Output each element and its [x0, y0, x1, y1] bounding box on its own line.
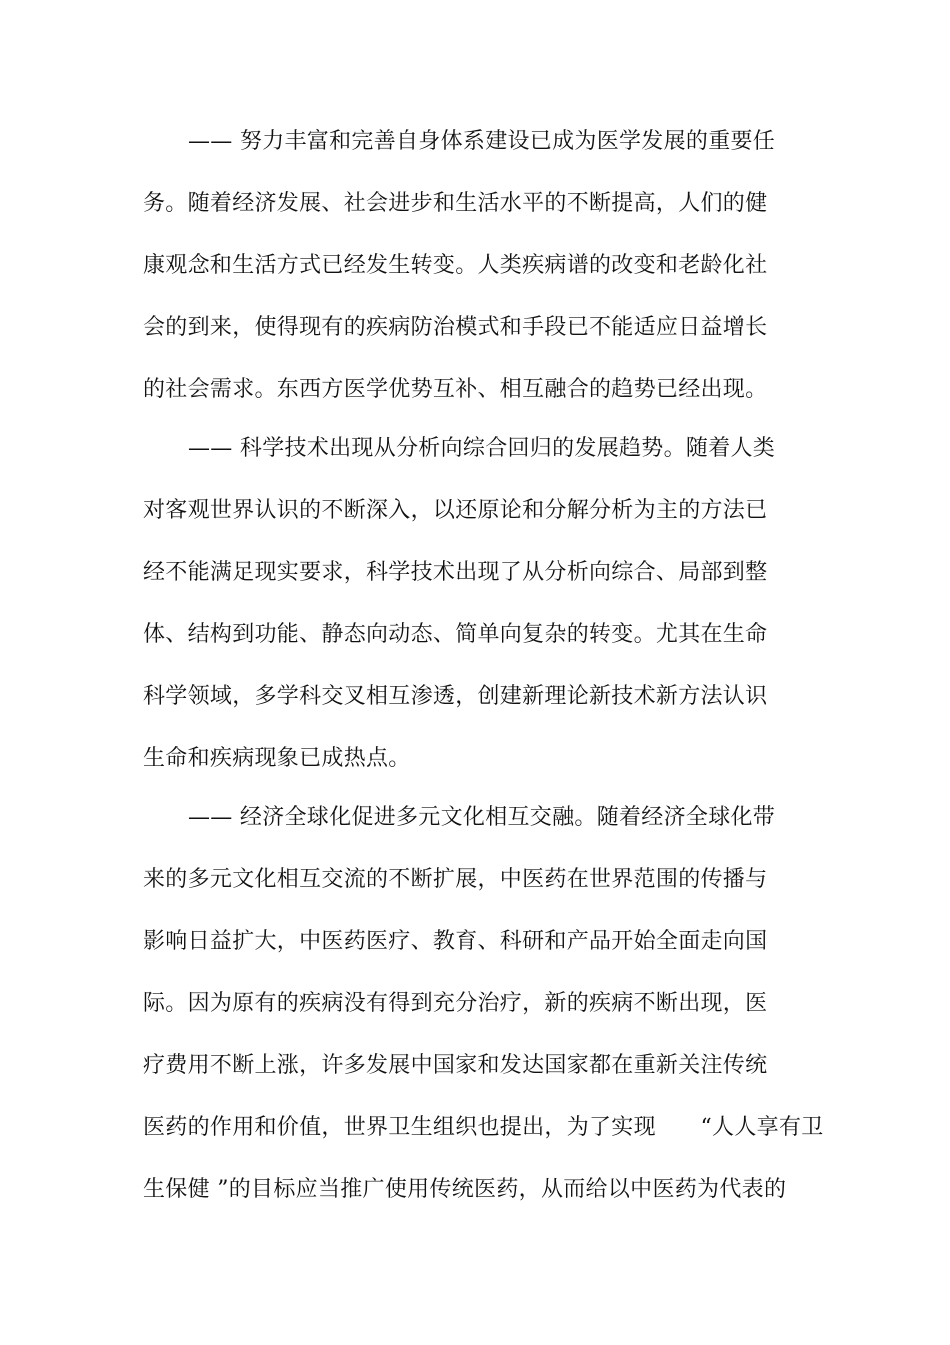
text-line: 会的到来，使得现有的疾病防治模式和手段已不能适应日益增长 — [143, 315, 768, 340]
text-line: 体、结构到功能、静态向动态、简单向复杂的转变。尤其在生命 — [143, 622, 768, 647]
text-line: 际。因为原有的疾病没有得到充分治疗，新的疾病不断出现，医 — [143, 991, 768, 1016]
text-line: 影响日益扩大，中医药医疗、教育、科研和产品开始全面走向国 — [143, 929, 768, 954]
text-line: 生命和疾病现象已成热点。 — [143, 746, 411, 771]
text-line: 科学领域，多学科交叉相互渗透，创建新理论新技术新方法认识 — [143, 684, 768, 709]
text-line: 的社会需求。东西方医学优势互补、相互融合的趋势已经出现。 — [143, 377, 768, 402]
text-line: 生保健 ”的目标应当推广使用传统医药，从而给以中医药为代表的 — [143, 1177, 787, 1202]
text-line: 康观念和生活方式已经发生转变。人类疾病谱的改变和老龄化社 — [143, 253, 768, 278]
text-line: —— 经济全球化促进多元文化相互交融。随着经济全球化带 — [188, 805, 776, 830]
text-line: 疗费用不断上涨，许多发展中国家和发达国家都在重新关注传统 — [143, 1053, 768, 1078]
text-line: —— 科学技术出现从分析向综合回归的发展趋势。随着人类 — [188, 436, 776, 461]
text-line: 务。随着经济发展、社会进步和生活水平的不断提高，人们的健 — [143, 191, 768, 216]
text-line: —— 努力丰富和完善自身体系建设已成为医学发展的重要任 — [188, 129, 776, 154]
text-line: 经不能满足现实要求，科学技术出现了从分析向综合、局部到整 — [143, 560, 768, 585]
text-line: 来的多元文化相互交流的不断扩展，中医药在世界范围的传播与 — [143, 867, 768, 892]
text-line: 医药的作用和价值，世界卫生组织也提出，为了实现 “人人享有卫 — [143, 1115, 824, 1140]
text-line: 对客观世界认识的不断深入，以还原论和分解分析为主的方法已 — [143, 498, 768, 523]
